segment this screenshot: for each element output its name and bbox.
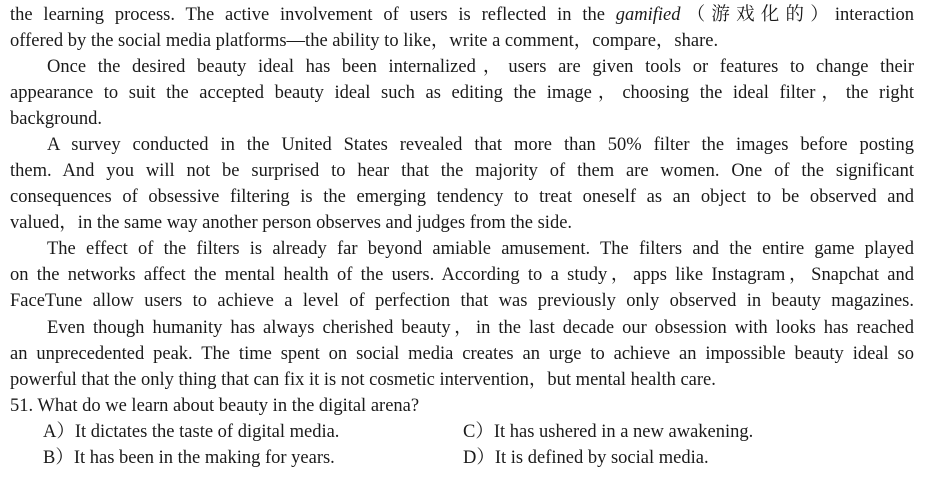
paragraph-1-line-1 [10, 2, 914, 28]
paragraph-5-line-2: an unprecedented peak. The time spent on social media creates an urge to achieve an impossible beauty ideal so [10, 344, 914, 364]
option-c: C）It has ushered in a new awakening. [463, 422, 754, 442]
p1-emphasis-gamified: gamified [615, 5, 681, 25]
option-a: A）It dictates the taste of digital media. [43, 422, 340, 442]
paragraph-3-line-1: A survey conducted in the United States revealed that more than 50% filter the images before posting [47, 135, 914, 155]
option-d: D）It is defined by social media. [463, 448, 709, 468]
paragraph-4-line-2: on the networks affect the mental health of the users. According to a study，apps like Instagram，Snapchat and [10, 265, 914, 285]
paragraph-2-line-1: Once the desired beauty ideal has been internalized，users are given tools or features to change their [47, 57, 914, 77]
question-stem: 51. What do we learn about beauty in the digital arena? [10, 396, 420, 416]
p1-text-end: （游戏化的）interaction [680, 5, 914, 25]
paragraph-3-line-4: valued，in the same way another person observes and judges from the side. [10, 213, 573, 233]
option-b: B）It has been in the making for years. [43, 448, 335, 468]
paragraph-2-line-3: background. [10, 109, 102, 129]
p1-text-start: the learning process. The active involvement of users is reflected in the [10, 5, 616, 25]
paragraph-1-line-2: offered by the social media platforms—the ability to like，write a comment，compare，share. [10, 31, 719, 51]
paragraph-2-line-2: appearance to suit the accepted beauty ideal such as editing the image，choosing the ideal filter，the right [10, 83, 914, 103]
paragraph-5-line-1: Even though humanity has always cherished beauty，in the last decade our obsession with looks has reached [47, 318, 914, 338]
paragraph-4-line-3: FaceTune allow users to achieve a level of perfection that was previously only observed in beauty magazines. [10, 291, 914, 311]
paragraph-3-line-3: consequences of obsessive filtering is the emerging tendency to treat oneself as an object to be observed and [10, 187, 914, 207]
paragraph-3-line-2: them. And you will not be surprised to hear that the majority of them are women. One of the significant [10, 161, 914, 181]
paragraph-5-line-3: powerful that the only thing that can fix it is not cosmetic intervention，but mental health care. [10, 370, 716, 390]
paragraph-4-line-1: The effect of the filters is already far beyond amiable amusement. The filters and the entire game played [47, 239, 914, 259]
